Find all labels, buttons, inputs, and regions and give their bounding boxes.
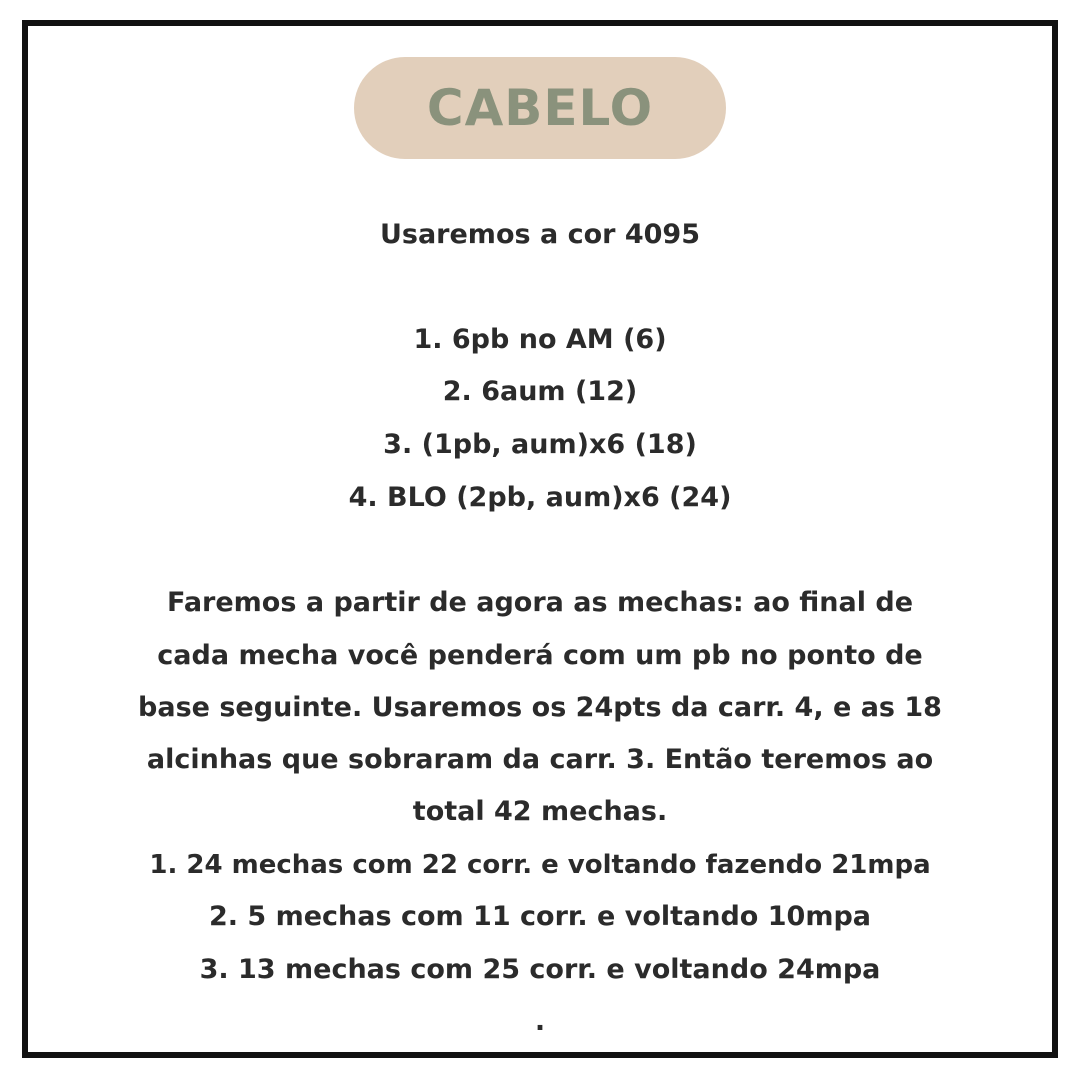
- paragraph-line-3: base seguinte. Usaremos os 24pts da carr. 4, e as 18: [138, 692, 942, 723]
- paragraph-line-1: Faremos a partir de agora as mechas: ao final de: [166, 587, 914, 618]
- paragraph-line-2: cada mecha você penderá com um pb no ponto de: [157, 640, 923, 671]
- strand-2: 2. 5 mechas com 11 corr. e voltando 10mpa: [208, 901, 872, 932]
- color-line: Usaremos a cor 4095: [379, 219, 701, 250]
- round-2: 2. 6aum (12): [442, 376, 638, 407]
- round-4: 4. BLO (2pb, aum)x6 (24): [348, 482, 732, 513]
- round-3: 3. (1pb, aum)x6 (18): [383, 429, 697, 460]
- title-pill: [354, 57, 726, 159]
- end-dot: .: [534, 1006, 546, 1037]
- round-1: 1. 6pb no AM (6): [413, 324, 667, 355]
- paragraph-line-5: total 42 mechas.: [412, 796, 668, 827]
- strand-3: 3. 13 mechas com 25 corr. e voltando 24mpa: [199, 954, 881, 985]
- strand-1: 1. 24 mechas com 22 corr. e voltando fazendo 21mpa: [149, 850, 931, 880]
- paragraph-line-4: alcinhas que sobraram da carr. 3. Então teremos ao: [146, 744, 934, 775]
- page-title: CABELO: [426, 79, 654, 137]
